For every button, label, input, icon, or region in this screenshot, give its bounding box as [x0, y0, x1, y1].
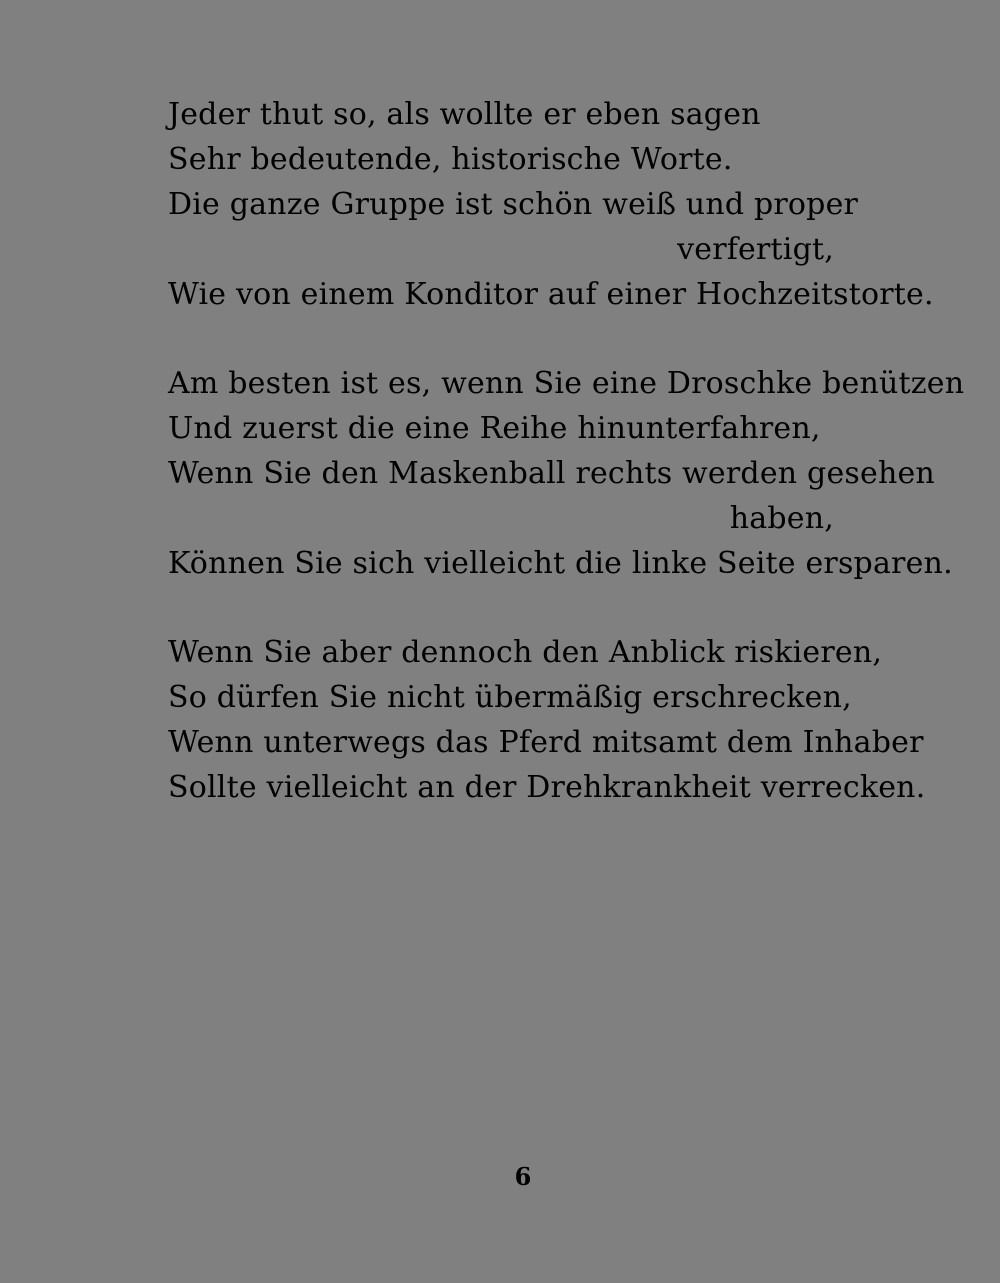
page-number: 6 [514, 1162, 532, 1191]
stanza [168, 361, 965, 586]
stanza [168, 630, 926, 810]
poem-line: Wenn unterwegs das Pferd mitsamt dem Inhaber [168, 725, 924, 760]
poem-line-continuation: haben, [729, 501, 834, 536]
poem-line: Am besten ist es, wenn Sie eine Droschke benützen [168, 366, 965, 401]
poem-line: So dürfen Sie nicht übermäßig erschrecken, [168, 680, 852, 715]
poem-line: Sehr bedeutende, historische Worte. [168, 142, 733, 177]
stanza [168, 92, 934, 317]
poem-line: Wenn Sie den Maskenball rechts werden gesehen [168, 456, 935, 491]
poem-text [168, 92, 965, 854]
poem-line: Jeder thut so, als wollte er eben sagen [168, 97, 761, 132]
poem-line: Und zuerst die eine Reihe hinunterfahren, [168, 411, 821, 446]
poem-line: Die ganze Gruppe ist schön weiß und proper [168, 187, 859, 222]
poem-line: Wie von einem Konditor auf einer Hochzeitstorte. [168, 277, 934, 312]
poem-line: Können Sie sich vielleicht die linke Seite ersparen. [168, 546, 953, 581]
poem-line: Wenn Sie aber dennoch den Anblick riskieren, [168, 635, 883, 670]
poem-line: Sollte vielleicht an der Drehkrankheit verrecken. [168, 770, 926, 805]
poem-line-continuation: verfertigt, [677, 232, 834, 267]
